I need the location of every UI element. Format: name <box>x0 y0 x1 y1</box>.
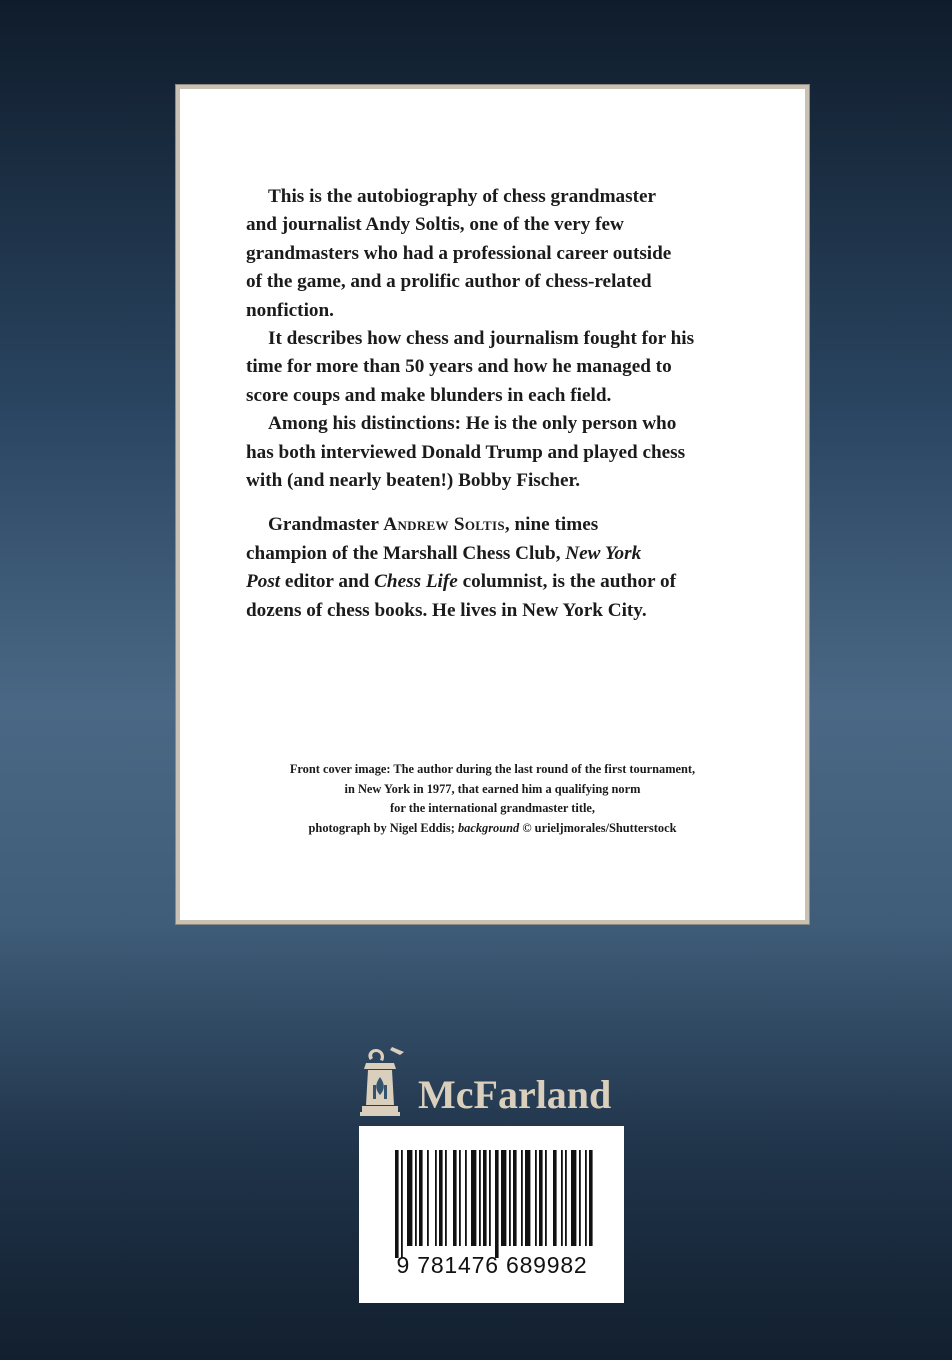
barcode-bar <box>471 1150 476 1246</box>
credit-line: for the international grandmaster title, <box>390 801 595 816</box>
author-bio <box>246 511 746 625</box>
barcode-bar <box>445 1150 447 1246</box>
barcode-bar <box>479 1150 481 1246</box>
credit-line <box>180 819 805 839</box>
credit-line: Front cover image: The author during the last round of the first tournament, <box>289 762 696 776</box>
blurb-line: It describes how chess and journalism fought for his <box>268 328 695 350</box>
blurb-line: This is the autobiography of chess grandmaster <box>268 186 657 207</box>
publisher-logo <box>356 1045 626 1117</box>
blurb-paragraph-2 <box>246 325 746 410</box>
barcode-bar <box>521 1150 523 1246</box>
barcode-bar <box>465 1150 467 1246</box>
blurb-line: of the game, and a prolific author of chess-related <box>246 271 652 293</box>
credit-text: © urieljmorales/Shutterstock <box>519 820 677 835</box>
barcode-bar <box>439 1150 443 1246</box>
bio-text: columnist, is the author of <box>457 571 676 593</box>
barcode-bar <box>539 1150 543 1246</box>
back-cover-panel <box>176 85 809 924</box>
author-name: Andrew Soltis <box>383 514 505 536</box>
isbn-number: 9 781476 689982 <box>396 1252 588 1278</box>
barcode-bar <box>513 1150 517 1246</box>
barcode-bar <box>407 1150 412 1246</box>
bio-text: , nine times <box>504 514 599 536</box>
credit-text: photograph by Nigel Eddis; <box>308 820 458 835</box>
barcode-bar <box>459 1150 461 1246</box>
barcode-bar <box>561 1150 563 1246</box>
barcode-bar <box>435 1150 437 1246</box>
cover-image-credit <box>180 760 805 838</box>
bio-text: editor and <box>280 571 375 593</box>
barcode-bar <box>483 1150 487 1246</box>
magazine-name: Chess Life <box>374 571 458 593</box>
barcode-bar <box>525 1150 530 1246</box>
barcode-bar <box>401 1150 403 1258</box>
barcode-bar <box>565 1150 567 1246</box>
blurb-line: with (and nearly beaten!) Bobby Fischer. <box>246 470 581 492</box>
blurb-line: and journalist Andy Soltis, one of the very few <box>246 214 624 236</box>
barcode-bar <box>415 1150 417 1246</box>
newspaper-name: New York <box>565 542 642 564</box>
barcode-bar <box>453 1150 457 1246</box>
blurb-paragraph-3 <box>246 410 746 495</box>
barcode-bar <box>535 1150 537 1246</box>
lantern-icon <box>356 1045 416 1117</box>
barcode-bar <box>395 1150 399 1258</box>
bio-text: dozens of chess books. He lives in New York City. <box>246 599 647 621</box>
bio-text: champion of the Marshall Chess Club, <box>246 542 566 564</box>
isbn-barcode <box>359 1126 624 1303</box>
book-blurb <box>246 183 746 625</box>
barcode-bar <box>545 1150 547 1246</box>
blurb-paragraph-1 <box>246 183 746 325</box>
bio-text: Grandmaster <box>268 514 384 536</box>
barcode-bar <box>579 1150 581 1246</box>
credit-line: in New York in 1977, that earned him a qualifying norm <box>344 781 641 796</box>
barcode-bar <box>571 1150 576 1246</box>
barcode-bar <box>489 1150 491 1246</box>
credit-text: background <box>457 820 520 835</box>
barcode-bar <box>585 1150 587 1246</box>
blurb-line: grandmasters who had a professional career outside <box>246 242 672 264</box>
barcode-bar <box>509 1150 511 1246</box>
blurb-line: score coups and make blunders in each field. <box>246 384 612 406</box>
blurb-line: nonfiction. <box>246 299 334 321</box>
barcode-bar <box>419 1150 423 1246</box>
barcode-bar <box>589 1150 593 1246</box>
barcode-bar <box>495 1150 499 1258</box>
blurb-line: time for more than 50 years and how he managed to <box>246 356 672 378</box>
newspaper-name: Post <box>246 571 281 593</box>
barcode-bar <box>553 1150 557 1246</box>
publisher-name: McFarland <box>418 1072 612 1117</box>
barcode-bar <box>427 1150 429 1246</box>
barcode-bar <box>501 1150 506 1246</box>
blurb-line: has both interviewed Donald Trump and played chess <box>246 441 686 463</box>
blurb-line: Among his distinctions: He is the only person who <box>268 413 677 435</box>
